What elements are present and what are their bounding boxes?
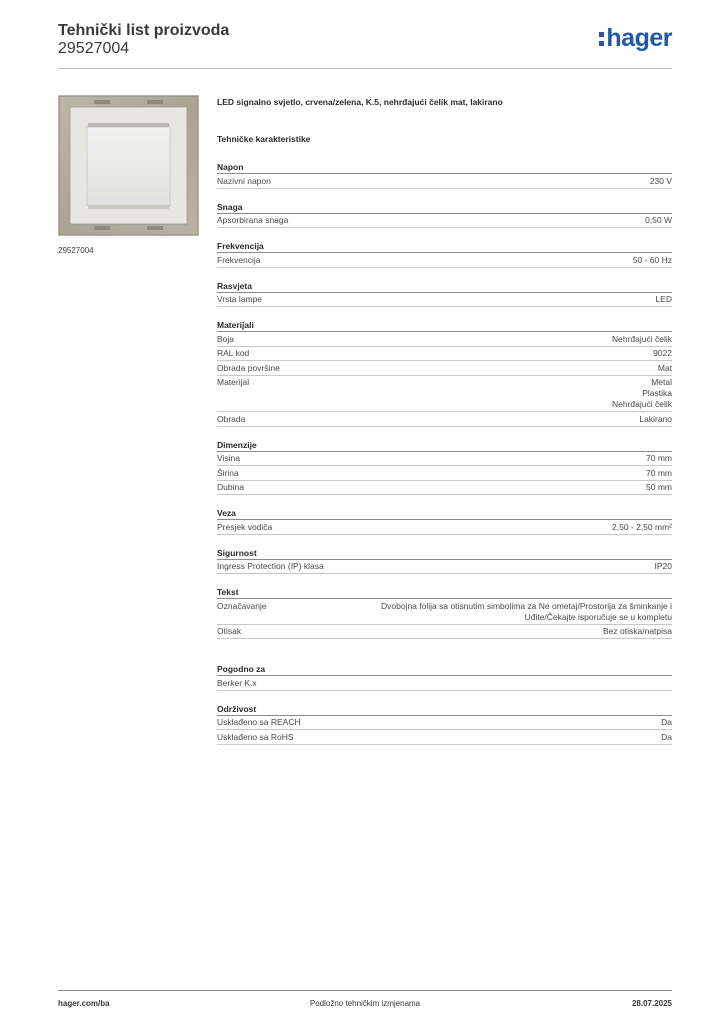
spec-label: Širina <box>217 467 239 478</box>
logo-text: hager <box>606 24 672 52</box>
spec-label: Dubina <box>217 482 244 492</box>
document-title: Tehnički list proizvoda <box>58 22 230 39</box>
spec-value: 0,50 W <box>645 215 672 225</box>
spec-label: Usklađeno sa RoHS <box>217 731 294 742</box>
spec-label: Otisak <box>217 626 242 636</box>
spec-row <box>217 452 672 467</box>
spec-row <box>217 293 672 308</box>
logo-dots-icon <box>599 32 604 46</box>
spec-section <box>217 586 672 639</box>
page-footer <box>58 990 672 1008</box>
spec-row <box>217 625 672 640</box>
section-title: Napon <box>217 161 672 174</box>
spec-row <box>217 174 672 189</box>
spec-label: Označavanje <box>217 600 267 611</box>
spec-row <box>217 599 672 625</box>
spec-row <box>217 730 672 745</box>
spec-label: Materijal <box>217 377 250 387</box>
spec-row <box>217 520 672 535</box>
spec-section <box>217 507 672 535</box>
spec-value: 70 mm <box>646 453 672 463</box>
spec-section <box>217 240 672 268</box>
spec-value: Dvobojna folija sa otisnutim simbolima za Ne ometaj/Prostorija za šminkanje i Uđite/Čekajte isporučuje se u kompletu <box>380 600 672 622</box>
spec-sections-secondary <box>217 663 672 745</box>
spec-value: Lakirano <box>639 413 672 424</box>
section-title: Održivost <box>217 703 672 716</box>
section-title: Snaga <box>217 201 672 214</box>
spec-section <box>217 703 672 745</box>
spec-row <box>217 412 672 427</box>
spec-row <box>217 466 672 481</box>
spec-label: RAL kod <box>217 348 250 358</box>
spec-value: 2,50 - 2,50 mm² <box>612 521 672 532</box>
spec-label: Ingress Protection (IP) klasa <box>217 561 324 571</box>
footer-date: 28.07.2025 <box>631 999 672 1008</box>
spec-label: Apsorbirana snaga <box>217 215 289 225</box>
spec-label: Nazivni napon <box>217 175 271 186</box>
section-title: Dimenzije <box>217 439 672 452</box>
spec-value: Da <box>661 717 672 727</box>
footer-note: Podložno tehničkim izmjenama <box>309 999 421 1008</box>
spec-value: Da <box>661 731 672 742</box>
spec-section <box>217 663 672 691</box>
spec-value: IP20 <box>654 561 672 571</box>
spec-row <box>217 361 672 376</box>
document-number: 29527004 <box>58 40 130 57</box>
spec-value: LED <box>655 294 672 304</box>
spec-value: 9022 <box>653 348 672 358</box>
spec-value: 50 - 60 Hz <box>632 254 672 265</box>
product-description: LED signalno svjetlo, crvena/zelena, K.5, nehrđajući čelik mat, lakirano <box>217 97 503 107</box>
spec-value: 50 mm <box>646 482 672 492</box>
spec-row <box>217 253 672 268</box>
spec-row <box>217 481 672 496</box>
spec-row <box>217 347 672 362</box>
spec-label: Vrsta lampe <box>217 294 263 304</box>
spec-section <box>217 201 672 229</box>
spec-label: Boja <box>217 333 235 344</box>
section-title: Materijali <box>217 319 672 332</box>
image-caption: 29527004 <box>58 246 94 255</box>
spec-row <box>217 716 672 731</box>
section-title: Rasvjeta <box>217 280 672 293</box>
spec-section <box>217 280 672 308</box>
spec-label: Presjek vodiča <box>217 521 273 532</box>
spec-label: Obrada <box>217 413 246 424</box>
spec-row <box>217 214 672 229</box>
spec-value: 70 mm <box>646 467 672 478</box>
section-title: Sigurnost <box>217 547 672 560</box>
spec-section <box>217 319 672 427</box>
spec-label: Usklađeno sa REACH <box>217 717 301 727</box>
spec-value: Bez otiska/natpisa <box>603 626 672 636</box>
spec-row <box>217 332 672 347</box>
spec-section <box>217 547 672 575</box>
spec-label: Berker K.x <box>217 677 257 688</box>
spec-content <box>217 97 672 757</box>
section-title: Frekvencija <box>217 240 672 253</box>
product-image <box>58 95 199 236</box>
spec-label: Obrada površine <box>217 362 280 373</box>
spec-row <box>217 676 672 691</box>
spec-value: Nehrđajući čelik <box>612 333 672 344</box>
technical-characteristics-title: Tehničke karakteristike <box>217 134 311 144</box>
hager-logo <box>599 26 672 54</box>
spec-row <box>217 560 672 575</box>
spec-label: Frekvencija <box>217 254 261 265</box>
spec-section <box>217 439 672 496</box>
section-title: Veza <box>217 507 672 520</box>
section-title: Tekst <box>217 586 672 599</box>
spec-value: 230 V <box>649 175 672 186</box>
section-title: Pogodno za <box>217 663 672 676</box>
spec-value: Metal Plastika Nehrđajući čelik <box>612 377 672 409</box>
spec-value: Mat <box>657 362 672 373</box>
spec-label: Visina <box>217 453 240 463</box>
page-header <box>58 22 672 69</box>
footer-website: hager.com/ba <box>58 999 110 1008</box>
spec-section <box>217 161 672 189</box>
spec-row <box>217 376 672 413</box>
spec-sections <box>217 161 672 639</box>
